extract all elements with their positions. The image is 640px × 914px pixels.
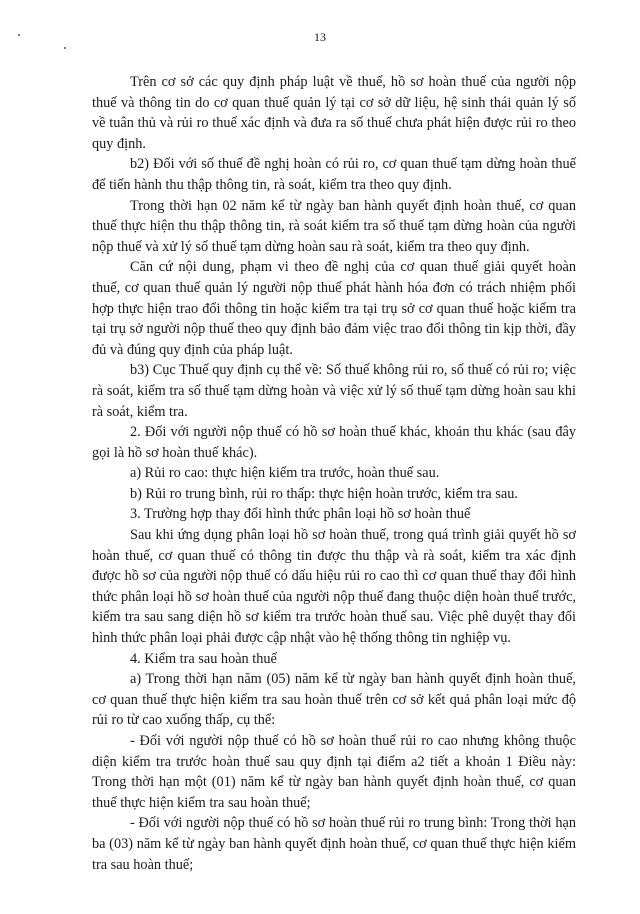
paragraph: a) Trong thời hạn năm (05) năm kể từ ngày ban hành quyết định hoàn thuế, cơ quan thuế thực hiện kiểm tra sau hoàn thuế trên cơ sở kết quả phân loại mức độ rủi ro từ cao xuống thấp, cụ thể: — [92, 671, 576, 729]
paragraph: Sau khi ứng dụng phân loại hồ sơ hoàn thuế, trong quá trình giải quyết hồ sơ hoàn thuế, cơ quan thuế có thông tin được thu thập và rà soát, kiểm tra xác định được hồ sơ của người nộp thuế có dấu hiệu rủi ro cao thì cơ quan thuế thay đổi hình thức phân loại hồ sơ hoàn thuế của người nộp thuế đang thuộc diện hoàn thuế trước, kiểm tra sau sang diện hồ sơ kiểm tra trước hoàn thuế sau. Việc phê duyệt thay đổi hình thức phân loại phải được cập nhật vào hệ thống thông tin nghiệp vụ. — [92, 527, 576, 647]
paragraph: b2) Đối với số thuế đề nghị hoàn có rủi ro, cơ quan thuế tạm dừng hoàn thuế để tiến hành thu thập thông tin, rà soát, kiểm tra theo quy định. — [92, 156, 576, 193]
paragraph: - Đối với người nộp thuế có hồ sơ hoàn thuế rủi ro cao nhưng không thuộc diện kiểm tra trước hoàn thuế sau quy định tại điểm a2 tiết a khoản 1 Điều này: Trong thời hạn một (01) năm kể từ ngày ban hành quyết định hoàn thuế, cơ quan thuế thực hiện kiểm tra sau hoàn thuế; — [92, 733, 576, 811]
paragraph: Trên cơ sở các quy định pháp luật về thuế, hồ sơ hoàn thuế của người nộp thuế và thông tin do cơ quan thuế quản lý tại cơ sở dữ liệu, hệ sinh thái quản lý số về tuân thủ và rủi ro thuế xác định và đưa ra số thuế chưa phát hiện được rủi ro theo quy định. — [92, 74, 576, 152]
page-number: 13 — [314, 30, 326, 44]
paragraph: a) Rủi ro cao: thực hiện kiểm tra trước, hoàn thuế sau. — [130, 465, 440, 482]
document-body — [92, 72, 576, 875]
paragraph: 3. Trường hợp thay đổi hình thức phân loại hồ sơ hoàn thuế — [130, 506, 471, 523]
paragraph: b) Rủi ro trung bình, rủi ro thấp: thực hiện hoàn trước, kiểm tra sau. — [130, 485, 518, 502]
paragraph: 2. Đối với người nộp thuế có hồ sơ hoàn thuế khác, khoản thu khác (sau đây gọi là hồ sơ hoàn thuế khác). — [92, 424, 576, 461]
paragraph: Căn cứ nội dung, phạm vi theo đề nghị của cơ quan thuế giải quyết hoàn thuế, cơ quan thuế quản lý người nộp thuế phát hành hóa đơn có trách nhiệm phối hợp thực hiện trao đổi thông tin hoặc kiểm tra tại trụ sở cơ quan thuế hoặc kiểm tra tại trụ sở người nộp thuế theo quy định bảo đảm việc trao đổi thông tin kịp thời, đầy đủ và đúng quy định của pháp luật. — [92, 259, 576, 358]
paragraph: 4. Kiểm tra sau hoàn thuế — [130, 650, 277, 667]
scan-speck — [64, 47, 66, 49]
paragraph: - Đối với người nộp thuế có hồ sơ hoàn thuế rủi ro trung bình: Trong thời hạn ba (03) năm kể từ ngày ban hành quyết định hoàn thuế, cơ quan thuế thực hiện kiểm tra sau hoàn thuế; — [92, 815, 576, 873]
paragraph: Trong thời hạn 02 năm kể từ ngày ban hành quyết định hoàn thuế, cơ quan thuế thực hiện thu thập thông tin, rà soát kiểm tra số thuế tạm dừng hoàn của người nộp thuế và xử lý số thuế tạm dừng hoàn sau rà soát, kiểm tra theo quy định. — [92, 197, 576, 255]
paragraph: b3) Cục Thuế quy định cụ thể về: Số thuế không rủi ro, số thuế có rủi ro; việc rà soát, kiểm tra số thuế tạm dừng hoàn và việc xử lý số thuế tạm dừng hoàn sau khi rà soát, kiểm tra. — [92, 362, 576, 420]
